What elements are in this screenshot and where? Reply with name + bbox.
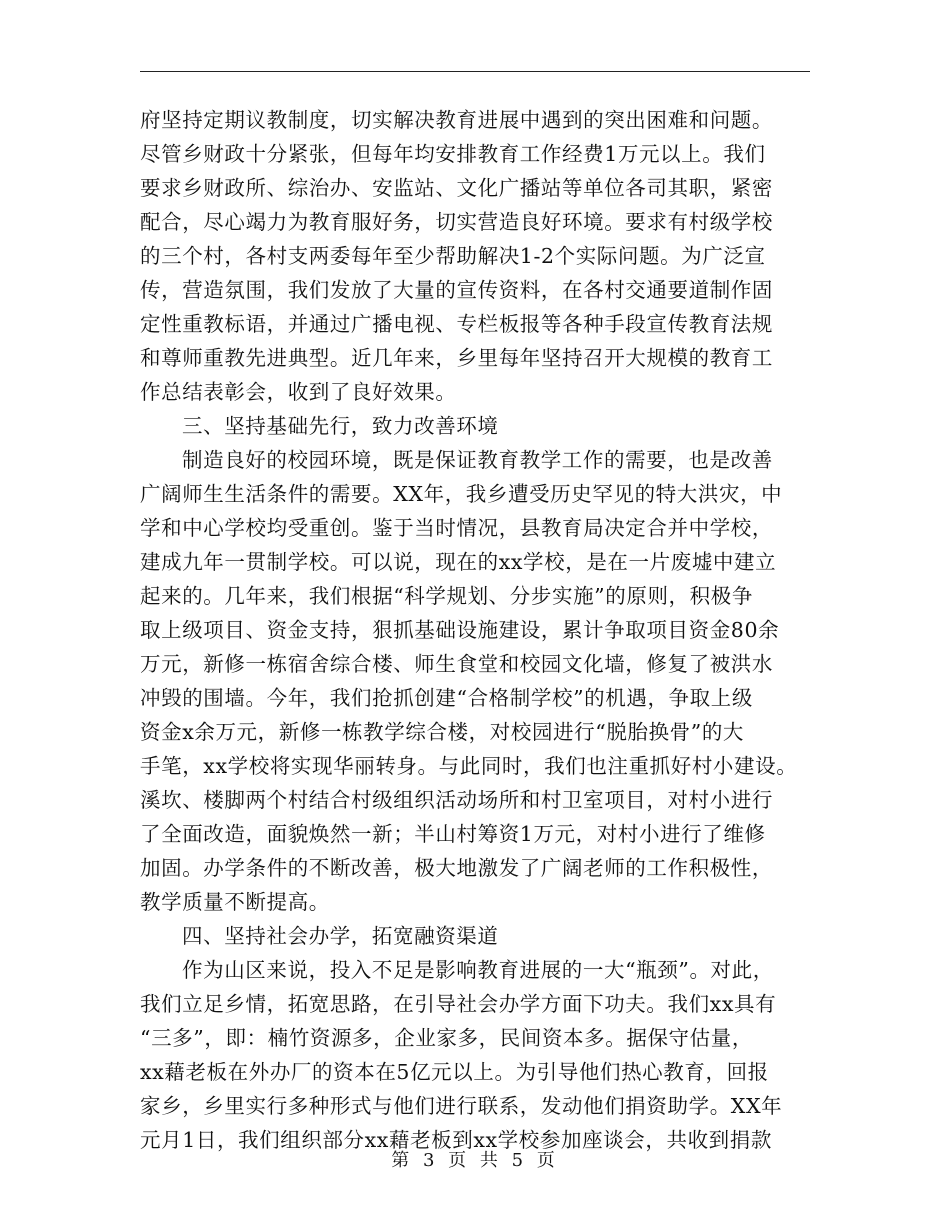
header-rule	[140, 71, 810, 72]
text-line: 定性重教标语，并通过广播电视、专栏板报等各种手段宣传教育法规	[140, 312, 773, 336]
text-line: “三多”，即：楠竹资源多，企业家多，民间资本多。据保守估量，	[140, 1026, 753, 1050]
text-line: 建成九年一贯制学校。可以说，现在的xx学校，是在一片废墟中建立	[140, 550, 777, 574]
text-line: xx藉老板在外办厂的资本在5亿元以上。为引导他们热心教育，回报	[140, 1060, 769, 1084]
page-number-footer: 第 3 页 共 5 页	[391, 1150, 559, 1171]
text-line: 作为山区来说，投入不足是影响教育进展的一大“瓶颈”。对此，	[182, 958, 774, 982]
text-line: 的三个村，各村支两委每年至少帮助解决1-2个实际问题。为广泛宣	[140, 244, 766, 268]
text-line: 制造良好的校园环境，既是保证教育教学工作的需要，也是改善	[182, 448, 773, 472]
text-line: 万元，新修一栋宿舍综合楼、师生食堂和校园文化墙，修复了被洪水	[140, 652, 773, 676]
text-line: 溪坎、楼脚两个村结合村级组织活动场所和村卫室项目，对村小进行	[140, 788, 773, 812]
text-line: 加固。办学条件的不断改善，极大地激发了广阔老师的工作积极性，	[140, 856, 773, 880]
text-line: 府坚持定期议教制度，切实解决教育进展中遇到的突出困难和问题。	[140, 108, 773, 132]
document-body	[140, 103, 812, 1157]
text-line: 了全面改造，面貌焕然一新；半山村筹资1万元，对村小进行了维修	[140, 822, 766, 846]
text-line: 起来的。几年来，我们根据“科学规划、分步实施”的原则，积极争	[140, 584, 753, 608]
text-line: 我们立足乡情，拓宽思路，在引导社会办学方面下功夫。我们xx具有	[140, 992, 777, 1016]
text-line: 传，营造氛围，我们发放了大量的宣传资料，在各村交通要道制作固	[140, 278, 773, 302]
text-line: 三、坚持基础先行，致力改善环境	[182, 414, 499, 438]
text-line: 教学质量不断提高。	[140, 890, 330, 914]
text-line: 和尊师重教先进典型。近几年来，乡里每年坚持召开大规模的教育工	[140, 346, 773, 370]
text-line: 要求乡财政所、综治办、安监站、文化广播站等单位各司其职，紧密	[140, 176, 773, 200]
text-line: 手笔，xx学校将实现华丽转身。与此同时，我们也注重抓好村小建设。	[140, 754, 798, 778]
text-line: 尽管乡财政十分紧张，但每年均安排教育工作经费1万元以上。我们	[140, 142, 766, 166]
text-line: 广阔师生生活条件的需要。XX年，我乡遭受历史罕见的特大洪灾，中	[140, 482, 783, 506]
text-line: 资金x余万元，新修一栋教学综合楼，对校园进行“脱胎换骨”的大	[140, 720, 745, 744]
text-line: 配合，尽心竭力为教育服好务，切实营造良好环境。要求有村级学校	[140, 210, 773, 234]
text-line: 冲毁的围墙。今年，我们抢抓创建“合格制学校”的机遇，争取上级	[140, 686, 753, 710]
text-line: 元月1日，我们组织部分xx藉老板到xx学校参加座谈会，共收到捐款	[140, 1128, 772, 1152]
text-line: 取上级项目、资金支持，狠抓基础设施建设，累计争取项目资金80余	[140, 618, 780, 642]
text-line: 四、坚持社会办学，拓宽融资渠道	[182, 924, 499, 948]
text-line: 家乡，乡里实行多种形式与他们进行联系，发动他们捐资助学。XX年	[140, 1094, 783, 1118]
text-line: 学和中心学校均受重创。鉴于当时情况，县教育局决定合并中学校，	[140, 516, 773, 540]
text-line: 作总结表彰会，收到了良好效果。	[140, 380, 457, 404]
